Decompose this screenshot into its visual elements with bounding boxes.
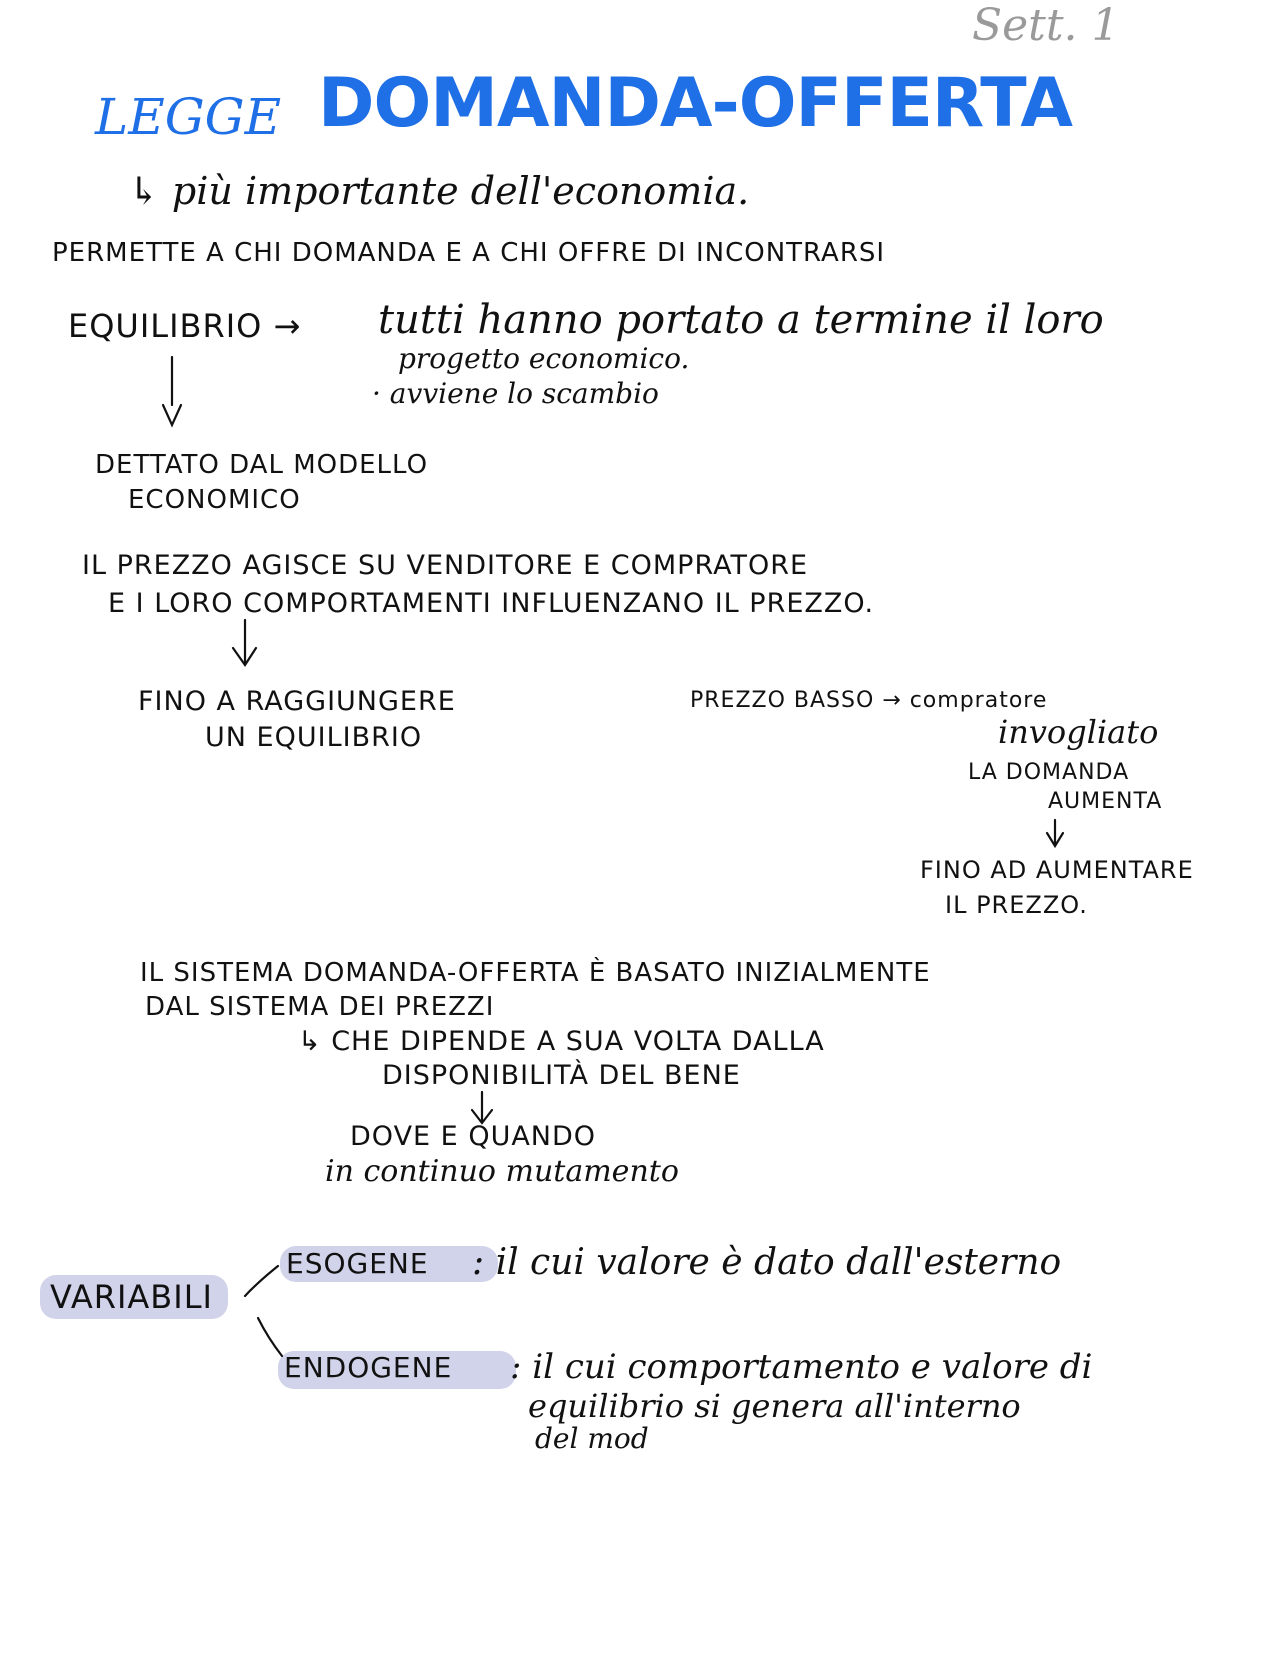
derived-line-2: ECONOMICO (128, 485, 301, 515)
equilibrio-definition-cont: progetto economico. (398, 342, 690, 375)
prezzo-result-1: FINO A RAGGIUNGERE (138, 686, 456, 717)
esogene-term: ESOGENE (286, 1247, 429, 1280)
sistema-change: in continuo mutamento (325, 1154, 679, 1189)
equilibrio-note: · avviene lo scambio (372, 377, 659, 410)
endogene-desc: : il cui comportamento e valore di (510, 1347, 1093, 1387)
derived-line-1: DETTATO DAL MODELLO (95, 450, 429, 480)
intro-line: PERMETTE A CHI DOMANDA E A CHI OFFRE DI INCONTRARSI (52, 238, 886, 268)
sistema-dep-2: DISPONIBILITÀ DEL BENE (382, 1060, 741, 1091)
sistema-dep-1: ↳ CHE DIPENDE A SUA VOLTA DALLA (298, 1026, 825, 1057)
variabili-label: VARIABILI (50, 1278, 213, 1316)
sistema-line-1: IL SISTEMA DOMANDA-OFFERTA È BASATO INIZIALMENTE (140, 958, 931, 988)
prezzo-basso-head: PREZZO BASSO → compratore (690, 688, 1048, 713)
domanda-line-1: LA DOMANDA (968, 760, 1130, 785)
branch-up (245, 1266, 278, 1296)
arrow-head-equilibrio (163, 405, 181, 425)
sheet-label: Sett. 1 (972, 0, 1120, 51)
equilibrio-definition: tutti hanno portato a termine il loro (378, 297, 1104, 343)
page-title: DOMANDA-OFFERTA (318, 64, 1072, 143)
sistema-line-2: DAL SISTEMA DEI PREZZI (145, 992, 495, 1022)
esogene-desc: : il cui valore è dato dall'esterno (472, 1242, 1062, 1283)
domanda-line-2: AUMENTA (1048, 789, 1163, 814)
endogene-desc-3: del mod (535, 1422, 649, 1455)
title-prefix: LEGGE (95, 88, 282, 146)
subtitle: ↳ più importante dell'economia. (128, 169, 750, 213)
endogene-desc-2: equilibrio si genera all'interno (528, 1387, 1021, 1425)
prezzo-result-2: UN EQUILIBRIO (205, 722, 423, 753)
sistema-where: DOVE E QUANDO (350, 1121, 597, 1152)
prezzo-line-2: E I LORO COMPORTAMENTI INFLUENZANO IL PREZZO. (108, 588, 875, 619)
equilibrio-head: EQUILIBRIO → (68, 307, 302, 345)
prezzo-basso-result-1: FINO AD AUMENTARE (920, 856, 1194, 884)
prezzo-basso-result-2: IL PREZZO. (945, 891, 1088, 919)
prezzo-basso-cont: invogliato (998, 713, 1159, 751)
endogene-term: ENDOGENE (284, 1351, 453, 1384)
prezzo-line-1: IL PREZZO AGISCE SU VENDITORE E COMPRATORE (82, 550, 809, 581)
branch-down (258, 1318, 282, 1356)
